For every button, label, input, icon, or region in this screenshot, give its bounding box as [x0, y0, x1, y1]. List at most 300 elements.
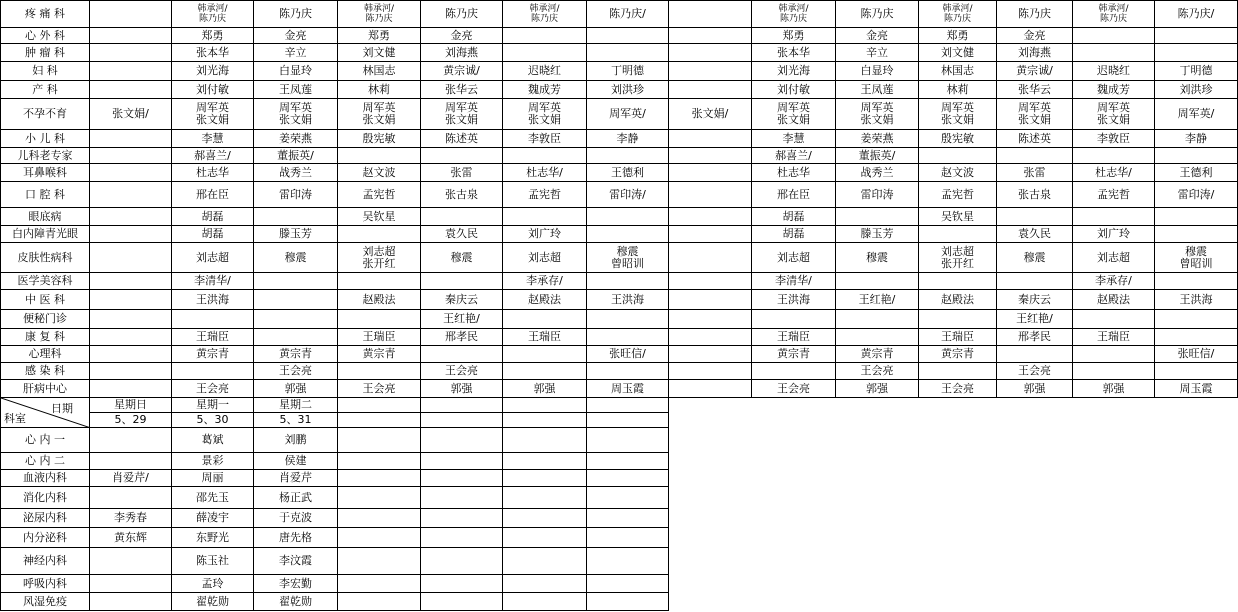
- doctor-cell: [997, 182, 1073, 208]
- doctor-cell: [587, 273, 669, 290]
- cell-text-line: 刘志超: [777, 250, 810, 264]
- doctor-cell: [421, 363, 503, 380]
- doctor-cell: [90, 226, 172, 243]
- doctor-cell: [836, 346, 919, 363]
- doctor-cell: [421, 453, 503, 470]
- cell-text-line: 穆震: [866, 250, 888, 264]
- doctor-cell: [338, 44, 421, 62]
- cell-text-line: 王会亮: [1018, 364, 1051, 377]
- doctor-cell: [90, 487, 172, 509]
- cell-text-line: 黄东辉: [114, 530, 147, 544]
- doctor-cell: [421, 28, 503, 44]
- doctor-cell: [254, 380, 338, 398]
- cell-text-line: 殷宪敏: [362, 131, 396, 145]
- doctor-cell: [338, 182, 421, 208]
- cell-text-line: 陈乃庆: [1018, 7, 1051, 20]
- doctor-cell: [669, 62, 752, 81]
- cell-text-line: 王德利: [1179, 165, 1213, 179]
- department-label: [0, 182, 90, 208]
- doctor-cell: [172, 290, 254, 310]
- doctor-cell: [1155, 130, 1238, 148]
- cell-text-line: 陈乃庆: [530, 14, 558, 24]
- cell-text-line: 曾昭训: [611, 256, 644, 270]
- doctor-cell: [90, 243, 172, 273]
- cell-text-line: 心 外 科: [25, 28, 65, 42]
- doctor-cell: [587, 380, 669, 398]
- cell-text-line: 赵殿法: [362, 292, 396, 306]
- cell-text-line: 杜志华: [196, 165, 229, 179]
- doctor-cell: [587, 593, 669, 611]
- doctor-cell: [172, 99, 254, 130]
- department-label: [0, 148, 90, 164]
- cell-text-line: 郑勇: [201, 28, 224, 42]
- doctor-cell: [254, 487, 338, 509]
- doctor-cell: [90, 62, 172, 81]
- doctor-cell: [669, 182, 752, 208]
- weekday-header: [254, 398, 338, 413]
- doctor-cell: [90, 509, 172, 528]
- cell-text-line: 刘志超: [196, 250, 229, 264]
- doctor-cell: [1073, 290, 1155, 310]
- doctor-cell: [997, 310, 1073, 329]
- cell-text-line: 郝喜兰/: [194, 148, 231, 162]
- doctor-cell: [587, 575, 669, 593]
- cell-text-line: 金亮: [450, 28, 473, 42]
- cell-text-line: 张文娟: [362, 113, 396, 126]
- cell-text-line: 杜志华: [777, 165, 810, 179]
- doctor-cell: [1155, 182, 1238, 208]
- cell-text-line: 白内障青光眼: [12, 227, 78, 240]
- cell-text-line: 董振英/: [858, 148, 896, 162]
- header-date-label: 日期: [51, 402, 73, 415]
- doctor-cell: [172, 44, 254, 62]
- doctor-cell: [90, 428, 172, 453]
- doctor-cell: [669, 310, 752, 329]
- doctor-cell: [421, 226, 503, 243]
- doctor-cell: [503, 487, 587, 509]
- doctor-cell: [752, 81, 836, 99]
- cell-text-line: 胡磊: [201, 209, 224, 223]
- cell-text-line: 董振英/: [277, 148, 314, 162]
- cell-text-line: 张华云: [1018, 82, 1051, 96]
- cell-text-line: 张文娟: [777, 113, 810, 126]
- diagonal-header-cell: [0, 398, 90, 428]
- doctor-cell: [338, 0, 421, 28]
- doctor-cell: [919, 81, 997, 99]
- cell-text-line: 刘广玲: [528, 227, 561, 240]
- doctor-cell: [919, 208, 997, 226]
- cell-text-line: 张本华: [777, 45, 810, 59]
- doctor-cell: [254, 509, 338, 528]
- cell-text-line: 刘志超: [362, 244, 396, 258]
- doctor-cell: [587, 164, 669, 182]
- doctor-cell: [503, 130, 587, 148]
- doctor-cell: [172, 208, 254, 226]
- doctor-cell: [1073, 0, 1155, 28]
- department-label: [0, 273, 90, 290]
- doctor-cell: [669, 329, 752, 346]
- cell-text-line: 黄宗青: [196, 347, 229, 360]
- doctor-cell: [1155, 363, 1238, 380]
- doctor-cell: [421, 130, 503, 148]
- doctor-cell: [836, 273, 919, 290]
- doctor-cell: [503, 593, 587, 611]
- cell-text-line: 王洪海: [1179, 292, 1213, 306]
- doctor-cell: [254, 453, 338, 470]
- cell-text-line: 韩承河/: [1098, 4, 1129, 14]
- doctor-cell: [421, 81, 503, 99]
- cell-text-line: 胡磊: [782, 227, 805, 240]
- cell-text-line: 王会亮: [445, 364, 478, 377]
- doctor-cell: [254, 226, 338, 243]
- doctor-cell: [669, 148, 752, 164]
- doctor-cell: [669, 363, 752, 380]
- cell-text-line: 张文娟: [279, 113, 312, 126]
- cell-text-line: 邢在臣: [777, 187, 810, 201]
- cell-text-line: 张雷: [1023, 165, 1046, 179]
- cell-text-line: 李静: [616, 131, 639, 145]
- department-label: [0, 62, 90, 81]
- doctor-cell: [997, 363, 1073, 380]
- cell-text-line: 丁明德: [1179, 64, 1213, 77]
- cell-text-line: 陈述英: [1018, 131, 1051, 145]
- cell-text-line: 小 儿 科: [25, 131, 65, 145]
- doctor-cell: [254, 243, 338, 273]
- cell-text-line: 刘文健: [362, 45, 396, 59]
- doctor-cell: [421, 148, 503, 164]
- cell-text-line: 刘洪珍: [611, 82, 644, 96]
- doctor-cell: [587, 329, 669, 346]
- cell-text-line: 郑勇: [946, 28, 969, 42]
- cell-text-line: 邢孝民: [445, 330, 478, 343]
- doctor-cell: [421, 208, 503, 226]
- cell-text-line: 景彩: [201, 454, 224, 467]
- cell-text-line: 不孕不育: [23, 107, 67, 120]
- cell-text-line: 黄宗青: [279, 347, 312, 360]
- doctor-cell: [587, 290, 669, 310]
- doctor-cell: [503, 310, 587, 329]
- cell-text-line: 陈乃庆: [198, 14, 226, 24]
- doctor-cell: [1073, 329, 1155, 346]
- cell-text-line: 殷宪敏: [941, 131, 974, 145]
- date-header: [587, 413, 669, 428]
- doctor-cell: [338, 62, 421, 81]
- cell-text-line: 黄宗青: [941, 347, 974, 360]
- cell-text-line: 康 复 科: [25, 330, 65, 343]
- doctor-cell: [338, 148, 421, 164]
- cell-text-line: 邢在臣: [196, 187, 229, 201]
- doctor-cell: [997, 28, 1073, 44]
- doctor-cell: [503, 44, 587, 62]
- cell-text-line: 张文娟: [445, 113, 478, 126]
- cell-text-line: 王瑞臣: [528, 330, 561, 343]
- doctor-cell: [1073, 363, 1155, 380]
- doctor-cell: [172, 380, 254, 398]
- cell-text-line: 刘志超: [1097, 250, 1130, 264]
- cell-text-line: 郭强: [284, 381, 307, 395]
- doctor-cell: [587, 428, 669, 453]
- cell-text-line: 赵文波: [941, 165, 974, 179]
- cell-text-line: 张本华: [196, 45, 229, 59]
- doctor-cell: [421, 593, 503, 611]
- doctor-cell: [1155, 329, 1238, 346]
- cell-text-line: 袁久民: [1018, 227, 1051, 240]
- doctor-cell: [1155, 208, 1238, 226]
- doctor-cell: [338, 329, 421, 346]
- doctor-cell: [1073, 99, 1155, 130]
- cell-text-line: 吴钦星: [362, 209, 396, 223]
- doctor-cell: [254, 593, 338, 611]
- doctor-cell: [752, 290, 836, 310]
- doctor-cell: [90, 528, 172, 548]
- doctor-cell: [997, 329, 1073, 346]
- cell-text-line: 郝喜兰/: [775, 148, 812, 162]
- cell-text-line: 秦庆云: [1018, 292, 1051, 306]
- doctor-cell: [172, 81, 254, 99]
- cell-text-line: 郭强: [1023, 381, 1046, 395]
- doctor-cell: [172, 164, 254, 182]
- cell-text-line: 陈乃庆: [943, 14, 971, 24]
- doctor-cell: [1155, 380, 1238, 398]
- doctor-cell: [421, 164, 503, 182]
- doctor-cell: [669, 130, 752, 148]
- doctor-cell: [669, 208, 752, 226]
- doctor-cell: [1155, 44, 1238, 62]
- doctor-cell: [172, 273, 254, 290]
- doctor-cell: [587, 130, 669, 148]
- doctor-cell: [503, 273, 587, 290]
- doctor-cell: [587, 509, 669, 528]
- doctor-cell: [587, 243, 669, 273]
- cell-text-line: 刘志超: [941, 244, 974, 258]
- cell-text-line: 周玉霞: [1179, 381, 1213, 395]
- date-header: [254, 413, 338, 428]
- doctor-cell: [836, 290, 919, 310]
- doctor-cell: [503, 148, 587, 164]
- doctor-cell: [669, 99, 752, 130]
- doctor-cell: [669, 290, 752, 310]
- doctor-cell: [1155, 226, 1238, 243]
- weekday-header: [421, 398, 503, 413]
- cell-text-line: 金亮: [1023, 28, 1046, 42]
- cell-text-line: 韩承河/: [778, 4, 809, 14]
- department-label: [0, 226, 90, 243]
- doctor-cell: [172, 593, 254, 611]
- cell-text-line: 星期一: [196, 398, 229, 411]
- doctor-cell: [254, 470, 338, 487]
- cell-text-line: 周军英/: [609, 107, 646, 120]
- cell-text-line: 韩承河/: [942, 4, 973, 14]
- doctor-cell: [836, 164, 919, 182]
- doctor-cell: [172, 62, 254, 81]
- cell-text-line: 血液内科: [23, 471, 67, 484]
- department-label: [0, 487, 90, 509]
- cell-text-line: 黄宗诚/: [1016, 64, 1053, 77]
- doctor-cell: [836, 329, 919, 346]
- cell-text-line: 孟宪哲: [941, 187, 974, 201]
- doctor-cell: [836, 130, 919, 148]
- doctor-cell: [997, 290, 1073, 310]
- department-label: [0, 44, 90, 62]
- doctor-cell: [503, 575, 587, 593]
- cell-text-line: 郭强: [1102, 381, 1125, 395]
- cell-text-line: 雷印涛/: [609, 187, 646, 201]
- doctor-cell: [997, 208, 1073, 226]
- doctor-cell: [338, 548, 421, 575]
- doctor-cell: [90, 99, 172, 130]
- doctor-cell: [338, 509, 421, 528]
- doctor-cell: [919, 130, 997, 148]
- cell-text-line: 李慧: [201, 131, 224, 145]
- cell-text-line: 雷印涛: [860, 187, 894, 201]
- cell-text-line: 陈乃庆: [279, 7, 312, 20]
- doctor-cell: [503, 509, 587, 528]
- doctor-cell: [919, 62, 997, 81]
- cell-text-line: 中 医 科: [25, 292, 65, 306]
- doctor-cell: [1073, 28, 1155, 44]
- weekday-header: [338, 398, 421, 413]
- department-label: [0, 428, 90, 453]
- cell-text-line: 郭强: [533, 381, 556, 395]
- doctor-cell: [503, 99, 587, 130]
- cell-text-line: 杨正武: [279, 490, 312, 504]
- doctor-cell: [503, 453, 587, 470]
- cell-text-line: 于克波: [279, 511, 312, 524]
- doctor-cell: [90, 593, 172, 611]
- cell-text-line: 杜志华/: [1095, 165, 1132, 179]
- cell-text-line: 周军英: [528, 101, 561, 114]
- doctor-cell: [919, 363, 997, 380]
- cell-text-line: 李慧: [782, 131, 805, 145]
- doctor-cell: [421, 487, 503, 509]
- cell-text-line: 魏成芳: [528, 82, 561, 96]
- doctor-cell: [421, 290, 503, 310]
- cell-text-line: 薛凌宇: [196, 511, 229, 524]
- doctor-cell: [919, 290, 997, 310]
- doctor-cell: [254, 130, 338, 148]
- doctor-cell: [1073, 164, 1155, 182]
- cell-text-line: 呼吸内科: [23, 576, 67, 590]
- doctor-cell: [836, 243, 919, 273]
- doctor-cell: [669, 0, 752, 28]
- cell-text-line: 内分泌科: [23, 530, 67, 544]
- cell-text-line: 李汶霞: [279, 554, 312, 567]
- cell-text-line: 刘光海: [777, 64, 810, 77]
- cell-text-line: 丁明德: [611, 64, 644, 77]
- cell-text-line: 唐先格: [279, 530, 312, 544]
- doctor-cell: [503, 346, 587, 363]
- doctor-cell: [254, 28, 338, 44]
- doctor-cell: [254, 81, 338, 99]
- doctor-cell: [338, 99, 421, 130]
- cell-text-line: 刘鹏: [284, 433, 307, 446]
- doctor-cell: [254, 548, 338, 575]
- department-label: [0, 575, 90, 593]
- doctor-cell: [1073, 346, 1155, 363]
- doctor-cell: [338, 593, 421, 611]
- doctor-cell: [90, 346, 172, 363]
- doctor-cell: [919, 243, 997, 273]
- doctor-cell: [919, 380, 997, 398]
- doctor-cell: [172, 346, 254, 363]
- cell-text-line: 韩承河/: [197, 4, 228, 14]
- doctor-cell: [421, 380, 503, 398]
- cell-text-line: 雷印涛: [279, 187, 312, 201]
- cell-text-line: 穆震: [284, 250, 307, 264]
- doctor-cell: [1073, 44, 1155, 62]
- cell-text-line: 周军英: [279, 101, 312, 114]
- doctor-cell: [1073, 182, 1155, 208]
- cell-text-line: 林莉: [946, 82, 969, 96]
- department-label: [0, 99, 90, 130]
- doctor-cell: [587, 208, 669, 226]
- cell-text-line: 赵殿法: [528, 292, 561, 306]
- cell-text-line: 5、30: [196, 413, 229, 426]
- doctor-cell: [919, 0, 997, 28]
- doctor-cell: [90, 575, 172, 593]
- cell-text-line: 王瑞臣: [1097, 330, 1130, 343]
- cell-text-line: 周军英: [777, 101, 810, 114]
- cell-text-line: 金亮: [866, 28, 888, 42]
- doctor-cell: [338, 243, 421, 273]
- doctor-cell: [997, 273, 1073, 290]
- cell-text-line: 张文娟: [1097, 113, 1130, 126]
- doctor-cell: [997, 0, 1073, 28]
- doctor-cell: [503, 528, 587, 548]
- cell-text-line: 孟宪哲: [1097, 187, 1130, 201]
- cell-text-line: 神经内科: [23, 554, 67, 567]
- cell-text-line: 胡磊: [201, 227, 224, 240]
- doctor-cell: [836, 148, 919, 164]
- doctor-cell: [997, 81, 1073, 99]
- doctor-cell: [836, 363, 919, 380]
- doctor-cell: [587, 487, 669, 509]
- doctor-cell: [1155, 164, 1238, 182]
- doctor-cell: [752, 44, 836, 62]
- doctor-cell: [752, 243, 836, 273]
- doctor-cell: [1073, 243, 1155, 273]
- doctor-cell: [172, 363, 254, 380]
- doctor-cell: [172, 226, 254, 243]
- doctor-cell: [90, 380, 172, 398]
- cell-text-line: 口 腔 科: [25, 187, 65, 201]
- cell-text-line: 陈乃庆/: [1177, 7, 1215, 20]
- doctor-cell: [997, 380, 1073, 398]
- doctor-cell: [587, 310, 669, 329]
- doctor-cell: [1155, 81, 1238, 99]
- doctor-cell: [669, 164, 752, 182]
- department-label: [0, 509, 90, 528]
- cell-text-line: 陈玉社: [196, 554, 229, 567]
- cell-text-line: 风湿免疫: [23, 594, 67, 608]
- doctor-cell: [587, 363, 669, 380]
- doctor-cell: [752, 130, 836, 148]
- cell-text-line: 刘海燕: [1018, 45, 1051, 59]
- cell-text-line: 王凤莲: [860, 82, 894, 96]
- doctor-cell: [421, 509, 503, 528]
- doctor-cell: [752, 182, 836, 208]
- doctor-cell: [503, 81, 587, 99]
- doctor-cell: [254, 99, 338, 130]
- department-label: [0, 380, 90, 398]
- cell-text-line: 孟宪哲: [362, 187, 396, 201]
- doctor-cell: [338, 208, 421, 226]
- cell-text-line: 周军英: [860, 101, 894, 114]
- cell-text-line: 肖爱芹/: [112, 471, 149, 484]
- cell-text-line: 辛立: [866, 45, 888, 59]
- doctor-cell: [338, 380, 421, 398]
- doctor-cell: [172, 528, 254, 548]
